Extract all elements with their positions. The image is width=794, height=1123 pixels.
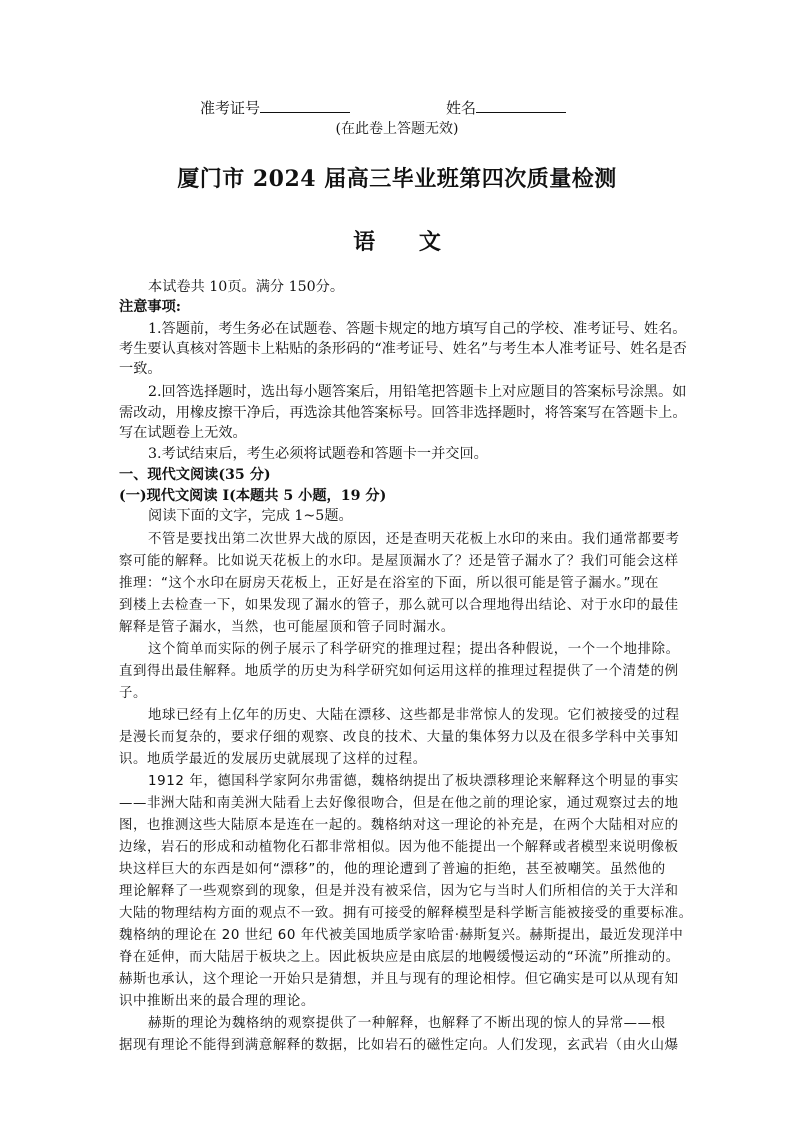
passage-line: 脊在延伸，而大陆居于板块之上。因此板块应是由底层的地幔缓慢运动的“环流”所推动的。 bbox=[119, 950, 680, 965]
passage-line: 子。 bbox=[119, 686, 147, 701]
passage-line: 据现有理论不能得到满意解释的数据，比如岩石的磁性定向。人们发现，玄武岩（由火山爆 bbox=[119, 1038, 679, 1053]
passage-line: 地球已经有上亿年的历史、大陆在漂移、这些都是非常惊人的发现。它们被接受的过程 bbox=[148, 708, 680, 723]
subject-title: 语 文 bbox=[353, 229, 459, 255]
passage-line: 直到得出最佳解释。地质学的历史为科学研究如何运用这样的推理过程提供了一个清楚的例 bbox=[119, 664, 679, 679]
notes-title: 注意事项: bbox=[119, 299, 181, 315]
note-line: 写在试题卷上无效。 bbox=[119, 425, 247, 441]
passage-line: 大陆的物理结构方面的观点不一致。拥有可接受的解释模型是科学断言能被接受的重要标准。 bbox=[119, 906, 693, 921]
note-line: 需改动，用橡皮擦干净后，再选涂其他答案标号。回答非选择题时，将答案写在答题卡上。 bbox=[119, 405, 687, 421]
note-line: 一致。 bbox=[119, 361, 162, 377]
instruction-text: 阅读下面的文字，完成 1~5题。 bbox=[148, 508, 353, 524]
passage-line: ——非洲大陆和南美洲大陆看上去好像很吻合，但是在他之前的理论家，通过观察过去的地 bbox=[119, 796, 679, 811]
exam-title: 厦门市 2024 届高三毕业班第四次质量检测 bbox=[177, 166, 617, 192]
passage-line: 1912 年，德国科学家阿尔弗雷德，魏格纳提出了板块漂移理论来解释这个明显的事实 bbox=[148, 774, 680, 789]
passage-line: 推理：“这个水印在厨房天花板上，正好是在浴室的下面，所以很可能是管子漏水。”现在 bbox=[119, 576, 660, 591]
exam-id-blank[interactable] bbox=[260, 98, 350, 113]
passage-line: 魏格纳的理论在 20 世纪 60 年代被美国地质学家哈雷·赫斯复兴。赫斯提出，最近发现洋中 bbox=[119, 928, 684, 943]
name-blank[interactable] bbox=[476, 98, 566, 113]
note-line: 1.答题前，考生务必在试题卷、答题卡规定的地方填写自己的学校、准考证号、姓名。 bbox=[148, 321, 687, 337]
passage-line: 赫斯也承认，这个理论一开始只是猜想，并且与现有的理论相悖。但它确实是可以从现有知 bbox=[119, 972, 679, 987]
candidate-info bbox=[200, 97, 566, 118]
passage-line: 识。地质学最近的发展历史就展现了这样的过程。 bbox=[119, 752, 427, 767]
passage-line: 理论解释了一些观察到的现象，但是并没有被采信，因为它与当时人们所相信的关于大洋和 bbox=[119, 884, 679, 899]
section-title: 一、现代文阅读(35 分) bbox=[119, 467, 271, 483]
passage-line: 赫斯的理论为魏格纳的观察提供了一种解释，也解释了不断出现的惊人的异常——根 bbox=[148, 1016, 666, 1031]
passage-line: 是漫长而复杂的，要求仔细的观察、改良的技术、大量的集体努力以及在很多学科中关事知 bbox=[119, 730, 679, 745]
passage-line: 察可能的解释。比如说天花板上的水印。是屋顶漏水了？还是管子漏水了？我们可能会这样 bbox=[119, 554, 679, 569]
passage-line: 图，也推测这些大陆原本是连在一起的。魏格纳对这一理论的补充是，在两个大陆相对应的 bbox=[119, 818, 679, 833]
name-label: 姓名 bbox=[446, 99, 477, 117]
exam-id-label: 准考证号 bbox=[200, 99, 261, 117]
passage-line: 不管是要找出第二次世界大战的原因，还是查明天花板上水印的来由。我们通常都要考 bbox=[148, 532, 680, 547]
passage-line: 解释是管子漏水，当然，也可能屋顶和管子同时漏水。 bbox=[119, 620, 455, 635]
intro-text: 本试卷共 10页。满分 150分。 bbox=[148, 279, 345, 295]
passage-line: 边缘，岩石的形成和动植物化石都非常相似。因为他不能提出一个解释或者模型来说明像板 bbox=[119, 840, 679, 855]
invalid-note: (在此卷上答题无效) bbox=[335, 121, 459, 137]
passage-line: 这个简单而实际的例子展示了科学研究的推理过程；提出各种假说，一个一个地排除。 bbox=[148, 642, 680, 657]
note-line: 考生要认真核对答题卡上粘贴的条形码的“准考证号、姓名”与考生本人准考证号、姓名是否 bbox=[119, 341, 687, 357]
subsection-title: (一)现代文阅读 I(本题共 5 小题，19 分) bbox=[119, 488, 387, 504]
note-line: 2.回答选择题时，选出每小题答案后，用铅笔把答题卡上对应题目的答案标号涂黑。如 bbox=[148, 384, 687, 400]
passage-line: 识中推断出来的最合理的理论。 bbox=[119, 994, 315, 1009]
note-line: 3.考试结束后，考生必须将试题卷和答题卡一并交回。 bbox=[148, 446, 488, 462]
passage-line: 到楼上去检查一下，如果发现了漏水的管子，那么就可以合理地得出结论、对于水印的最佳 bbox=[119, 598, 679, 613]
passage-line: 块这样巨大的东西是如何“漂移”的，他的理论遭到了普遍的拒绝，甚至被嘲笑。虽然他的 bbox=[119, 862, 666, 877]
